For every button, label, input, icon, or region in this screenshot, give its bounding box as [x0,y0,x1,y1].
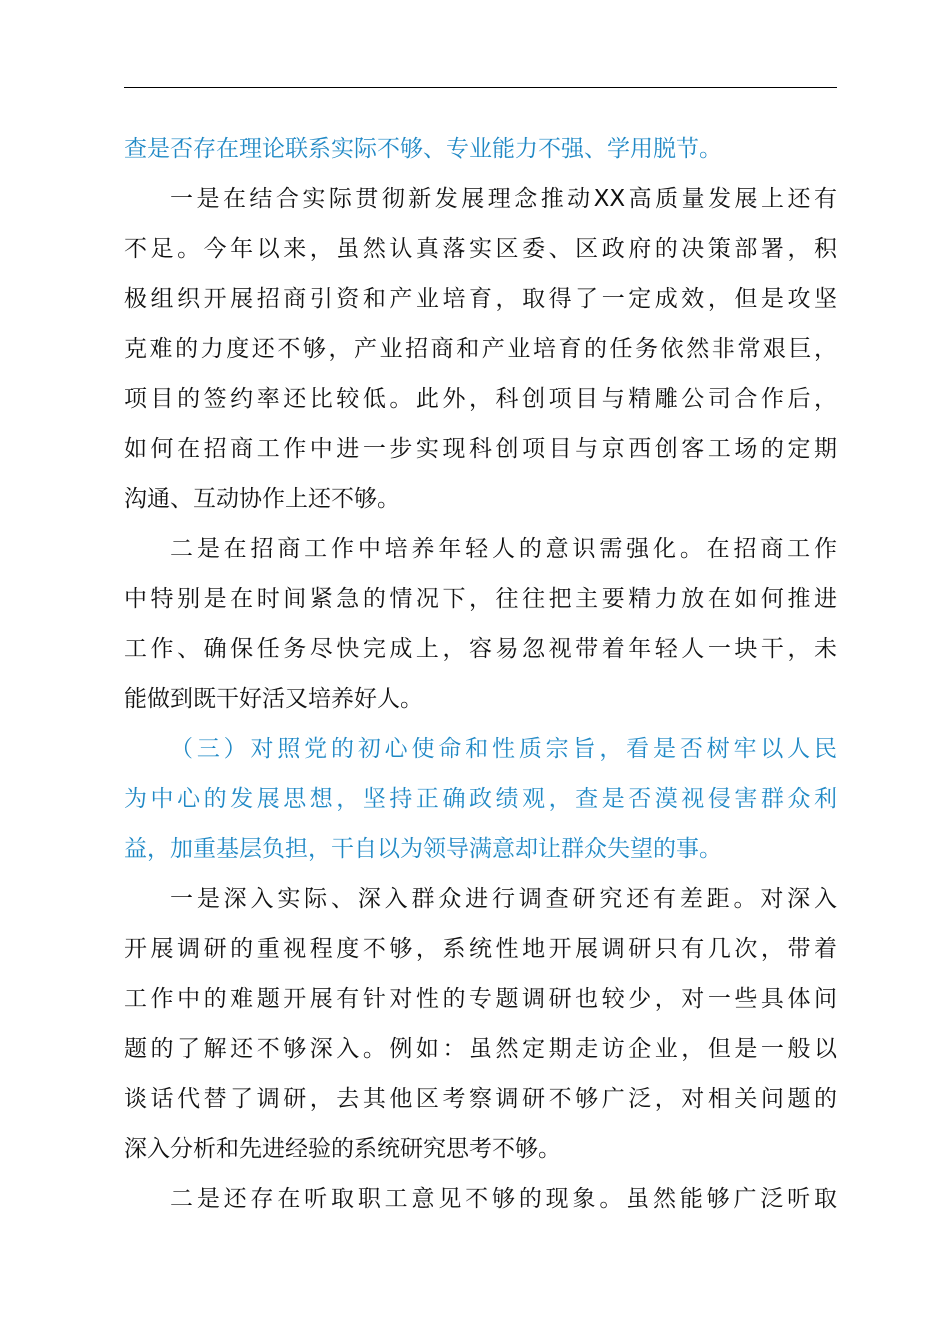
paragraph-line: 克难的力度还不够，产业招商和产业培育的任务依然非常艰巨， [124,336,837,362]
section-heading-line: （三）对照党的初心使命和性质宗旨，看是否树牢以人民 [170,736,837,762]
paragraph-line: 工作、确保任务尽快完成上，容易忽视带着年轻人一块干，未 [124,636,837,662]
paragraph-line: 不足。今年以来，虽然认真落实区委、区政府的决策部署，积 [124,236,837,262]
paragraph-line: 中特别是在时间紧急的情况下，往往把主要精力放在如何推进 [124,586,837,612]
paragraph-line: 二是在招商工作中培养年轻人的意识需强化。在招商工作 [170,536,837,562]
section-heading-line: 查是否存在理论联系实际不够、专业能力不强、学用脱节。 [124,136,722,162]
paragraph-line: 谈话代替了调研，去其他区考察调研不够广泛，对相关问题的 [124,1086,837,1112]
paragraph-line: 二是还存在听取职工意见不够的现象。虽然能够广泛听取 [170,1186,837,1212]
paragraph-line: 一是深入实际、深入群众进行调查研究还有差距。对深入 [170,886,837,912]
paragraph-line: 项目的签约率还比较低。此外，科创项目与精雕公司合作后， [124,386,837,412]
paragraph-line: 能做到既干好活又培养好人。 [124,686,423,712]
document-body [124,124,837,1224]
paragraph-line: 如何在招商工作中进一步实现科创项目与京西创客工场的定期 [124,436,837,462]
paragraph-line: 极组织开展招商引资和产业培育，取得了一定成效，但是攻坚 [124,286,837,312]
paragraph-line: 深入分析和先进经验的系统研究思考不够。 [124,1136,561,1162]
header-rule [124,87,837,88]
paragraph-line: 工作中的难题开展有针对性的专题调研也较少，对一些具体问 [124,986,837,1012]
paragraph-line: 题的了解还不够深入。例如：虽然定期走访企业，但是一般以 [124,1036,837,1062]
section-heading-line: 益，加重基层负担，干自以为领导满意却让群众失望的事。 [124,836,722,862]
section-heading-line: 为中心的发展思想，坚持正确政绩观，查是否漠视侵害群众利 [124,786,837,812]
paragraph-line: 开展调研的重视程度不够，系统性地开展调研只有几次，带着 [124,936,837,962]
paragraph-line: 一是在结合实际贯彻新发展理念推动XX高质量发展上还有 [170,186,837,212]
paragraph-line: 沟通、互动协作上还不够。 [124,486,400,512]
